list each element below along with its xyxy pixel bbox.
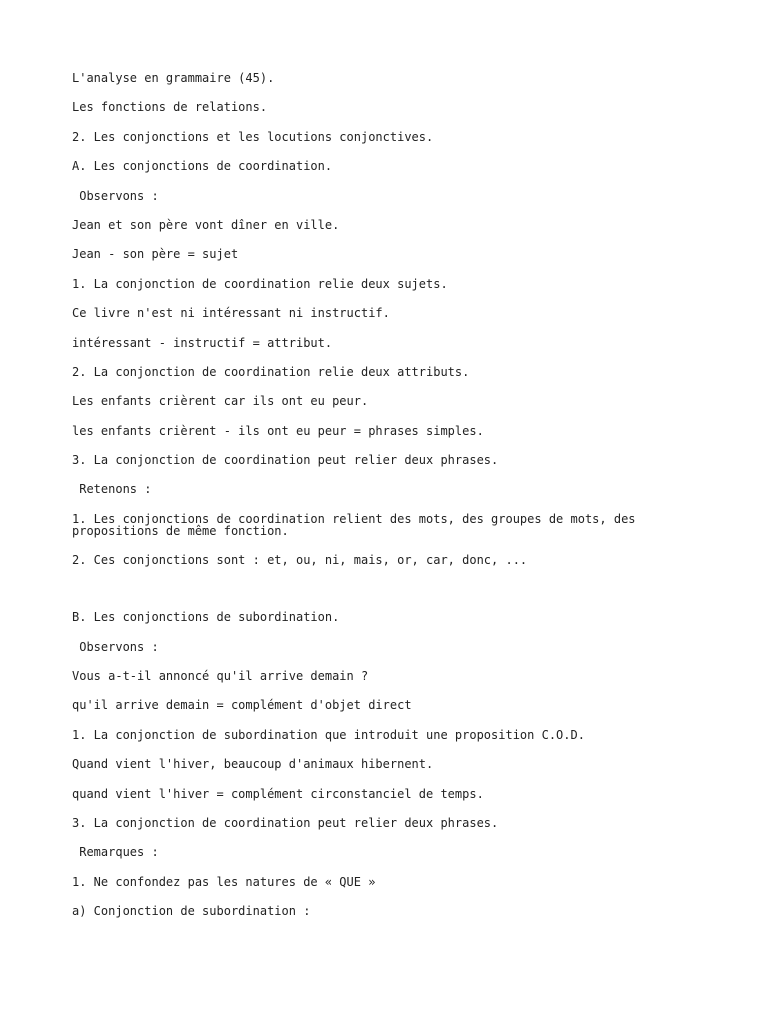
analysis-line: qu'il arrive demain = complément d'objet direct: [72, 698, 412, 713]
rule-line: 3. La conjonction de coordination peut relier deux phrases.: [72, 815, 499, 830]
rule-line: 2. La conjonction de coordination relie deux attributs.: [72, 364, 470, 379]
section-heading: 2. Les conjonctions et les locutions conjonctives.: [72, 129, 434, 144]
rule-line: 2. Ces conjonctions sont : et, ou, ni, mais, or, car, donc, ...: [72, 553, 528, 568]
document-text: [72, 72, 692, 917]
rule-line: a) Conjonction de subordination :: [72, 904, 311, 919]
example-sentence: Les enfants crièrent car ils ont eu peur.: [72, 394, 369, 409]
subsection-heading: B. Les conjonctions de subordination.: [72, 610, 340, 625]
analysis-line: Jean - son père = sujet: [72, 247, 239, 262]
text-line: Les fonctions de relations.: [72, 100, 268, 115]
example-sentence: Ce livre n'est ni intéressant ni instructif.: [72, 306, 390, 321]
analysis-line: intéressant - instructif = attribut.: [72, 335, 333, 350]
label-remarques: Remarques :: [72, 845, 159, 860]
document-title: L'analyse en grammaire (45).: [72, 71, 275, 85]
example-sentence: Quand vient l'hiver, beaucoup d'animaux hibernent.: [72, 757, 434, 772]
analysis-line: quand vient l'hiver = complément circonstanciel de temps.: [72, 786, 484, 801]
subsection-heading: A. Les conjonctions de coordination.: [72, 159, 333, 174]
label-observons: Observons :: [72, 188, 159, 203]
rule-line: 1. Les conjonctions de coordination relient des mots, des groupes de mots, des propositions de même fonction.: [72, 511, 643, 538]
label-retenons: Retenons :: [72, 482, 152, 497]
analysis-line: les enfants crièrent - ils ont eu peur = phrases simples.: [72, 423, 484, 438]
rule-line: 1. Ne confondez pas les natures de « QUE »: [72, 874, 376, 889]
label-observons: Observons :: [72, 639, 159, 654]
rule-line: 3. La conjonction de coordination peut relier deux phrases.: [72, 453, 499, 468]
rule-line: 1. La conjonction de coordination relie deux sujets.: [72, 276, 448, 291]
rule-line: 1. La conjonction de subordination que introduit une proposition C.O.D.: [72, 727, 585, 742]
example-sentence: Jean et son père vont dîner en ville.: [72, 217, 340, 232]
example-sentence: Vous a-t-il annoncé qu'il arrive demain ?: [72, 669, 369, 684]
